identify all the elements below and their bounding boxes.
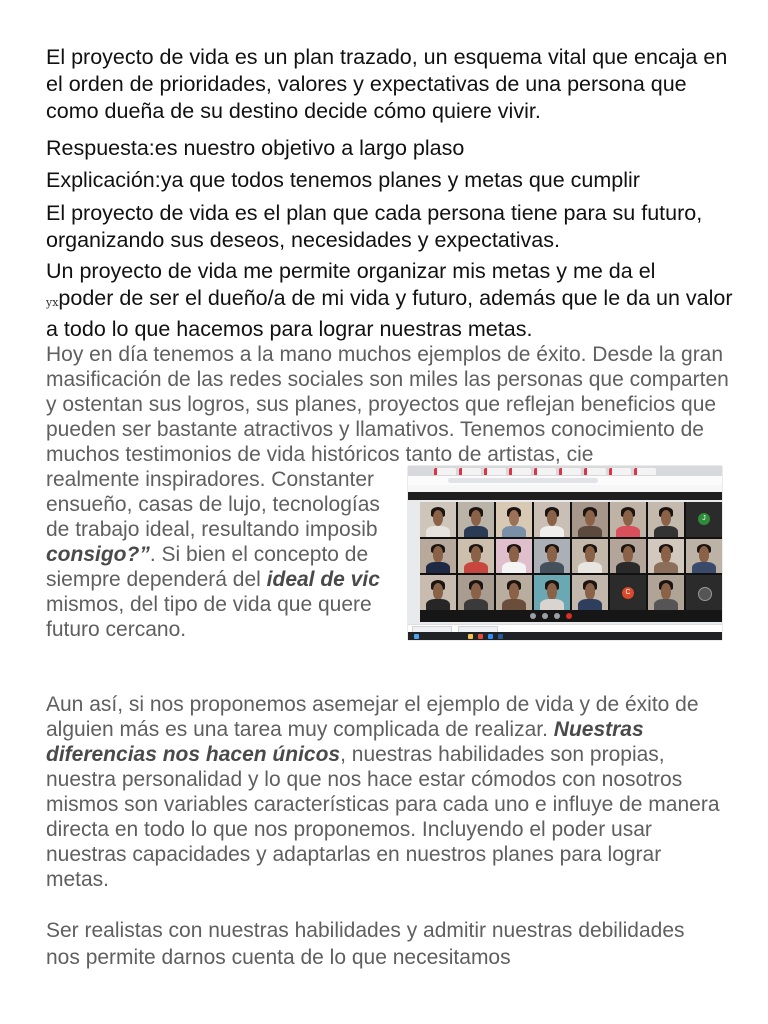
participant-tile (458, 539, 494, 574)
browser-tab (609, 468, 631, 475)
paragraph-answer: Respuesta:es nuestro objetivo a largo plaso (46, 136, 465, 160)
mic-icon[interactable] (530, 613, 536, 619)
participant-tile (420, 502, 456, 537)
paragraph-explanation: Explicación:ya que todos tenemos planes y metas que cumplir (46, 168, 640, 192)
differences-text-b: , nuestras habilidades son propias, nuestra personalidad y lo que nos hace estar cómodos con nosotros mismos son variables características para cada uno e influye de manera directa en todo lo que nos proponemos. Incluyendo el poder usar nuestras capacidades y adaptarlas en nuestros planes para lograr metas. (46, 743, 720, 891)
browser-tab (559, 468, 581, 475)
margin-mark: yx (46, 296, 59, 309)
examples-text-f: siempre dependerá del (46, 568, 267, 591)
examples-text-d: de trabajo ideal, resultando imposib (46, 518, 378, 541)
browser-tab (484, 468, 506, 475)
examples-text-g: mismos, del tipo de vida que quere (46, 593, 372, 616)
participant-tile (534, 575, 570, 610)
participant-tile (534, 502, 570, 537)
folder-icon[interactable] (468, 634, 473, 639)
participant-tile (458, 575, 494, 610)
participant-tile (648, 502, 684, 537)
participant-tile (686, 575, 722, 610)
browser-tab (634, 468, 656, 475)
participant-tile (686, 502, 722, 537)
meeting-controls (420, 610, 722, 622)
browser-tab (584, 468, 606, 475)
participant-tile (610, 575, 646, 610)
participant-initial: J (698, 513, 710, 525)
examples-text-c: ensueño, casas de lujo, tecnologías (46, 493, 380, 516)
browser-tab (534, 468, 556, 475)
meeting-top-bar (408, 492, 722, 500)
participant-grid (420, 502, 722, 610)
url-field (448, 478, 598, 483)
meeting-app-icon[interactable] (488, 634, 493, 639)
video-call-screenshot (408, 466, 722, 640)
organize-rest: poder de ser el dueño/a de mi vida y futuro, además que le da un valor a todo lo que hacemos para lograr nuestras metas. (46, 286, 733, 341)
address-bar (408, 476, 722, 485)
participant-tile (420, 575, 456, 610)
differences-bold: Nuestras diferencias nos hacen únicos (46, 718, 644, 766)
paragraph-organize (46, 258, 736, 343)
browser-tabs (408, 466, 722, 476)
hangup-icon[interactable] (566, 613, 572, 619)
browser-icon[interactable] (478, 634, 483, 639)
examples-text-b: realmente inspiradores. Constanter (46, 468, 375, 491)
paragraph-differences (46, 692, 726, 892)
examples-text-a: Hoy en día tenemos a la mano muchos ejemplos de éxito. Desde la gran masificación de las redes sociales son miles las personas que comparten y ostentan sus logros, sus planes, proyectos que reflejan beneficios que pueden ser bastante atractivos y llamativos. Tenemos conocimiento de muchos testimonios de vida históricos tanto de artistas, cie (46, 343, 729, 466)
start-icon[interactable] (414, 634, 419, 639)
participant-tile (496, 575, 532, 610)
examples-bold-consigo: consigo?” (46, 543, 150, 566)
participant-tile (572, 575, 608, 610)
paragraph-definition: El proyecto de vida es un plan trazado, un esquema vital que encaja en el orden de prioridades, valores y expectativas de una persona que como dueña de su destino decide cómo quiere vivir. (46, 45, 728, 123)
browser-tab (434, 468, 456, 475)
camera-icon[interactable] (542, 613, 548, 619)
examples-text-e: . Si bien el concepto de (149, 543, 369, 566)
participant-tile (572, 502, 608, 537)
paragraph-plan: El proyecto de vida es el plan que cada persona tiene para su futuro, organizando sus deseos, necesidades y expectativas. (46, 201, 703, 252)
participant-tile (610, 539, 646, 574)
participant-initial: C (622, 587, 634, 599)
participant-tile (648, 539, 684, 574)
browser-tab (509, 468, 531, 475)
bookmarks-bar (408, 485, 722, 492)
word-icon[interactable] (498, 634, 503, 639)
participant-tile (648, 575, 684, 610)
organize-line1: Un proyecto de vida me permite organizar mis metas y me da el (46, 259, 656, 283)
browser-tab (459, 468, 481, 475)
taskbar (408, 632, 722, 640)
share-icon[interactable] (554, 613, 560, 619)
participant-tile (572, 539, 608, 574)
paragraph-realistic: Ser realistas con nuestras habilidades y admitir nuestras debilidades nos permite darnos cuenta de lo que necesitamos (46, 919, 685, 969)
participant-placeholder-icon (698, 587, 712, 601)
participant-tile (496, 539, 532, 574)
participant-tile (458, 502, 494, 537)
participant-tile (496, 502, 532, 537)
participant-tile (610, 502, 646, 537)
participant-tile (686, 539, 722, 574)
participant-tile (420, 539, 456, 574)
differences-text-a: Aun así, si nos proponemos asemejar el ejemplo de vida y de éxito de alguien más es una tarea muy complicada de realizar. (46, 693, 699, 741)
examples-bold-ideal: ideal de vic (266, 568, 380, 591)
examples-text-h: futuro cercano. (46, 618, 187, 641)
participant-tile (534, 539, 570, 574)
